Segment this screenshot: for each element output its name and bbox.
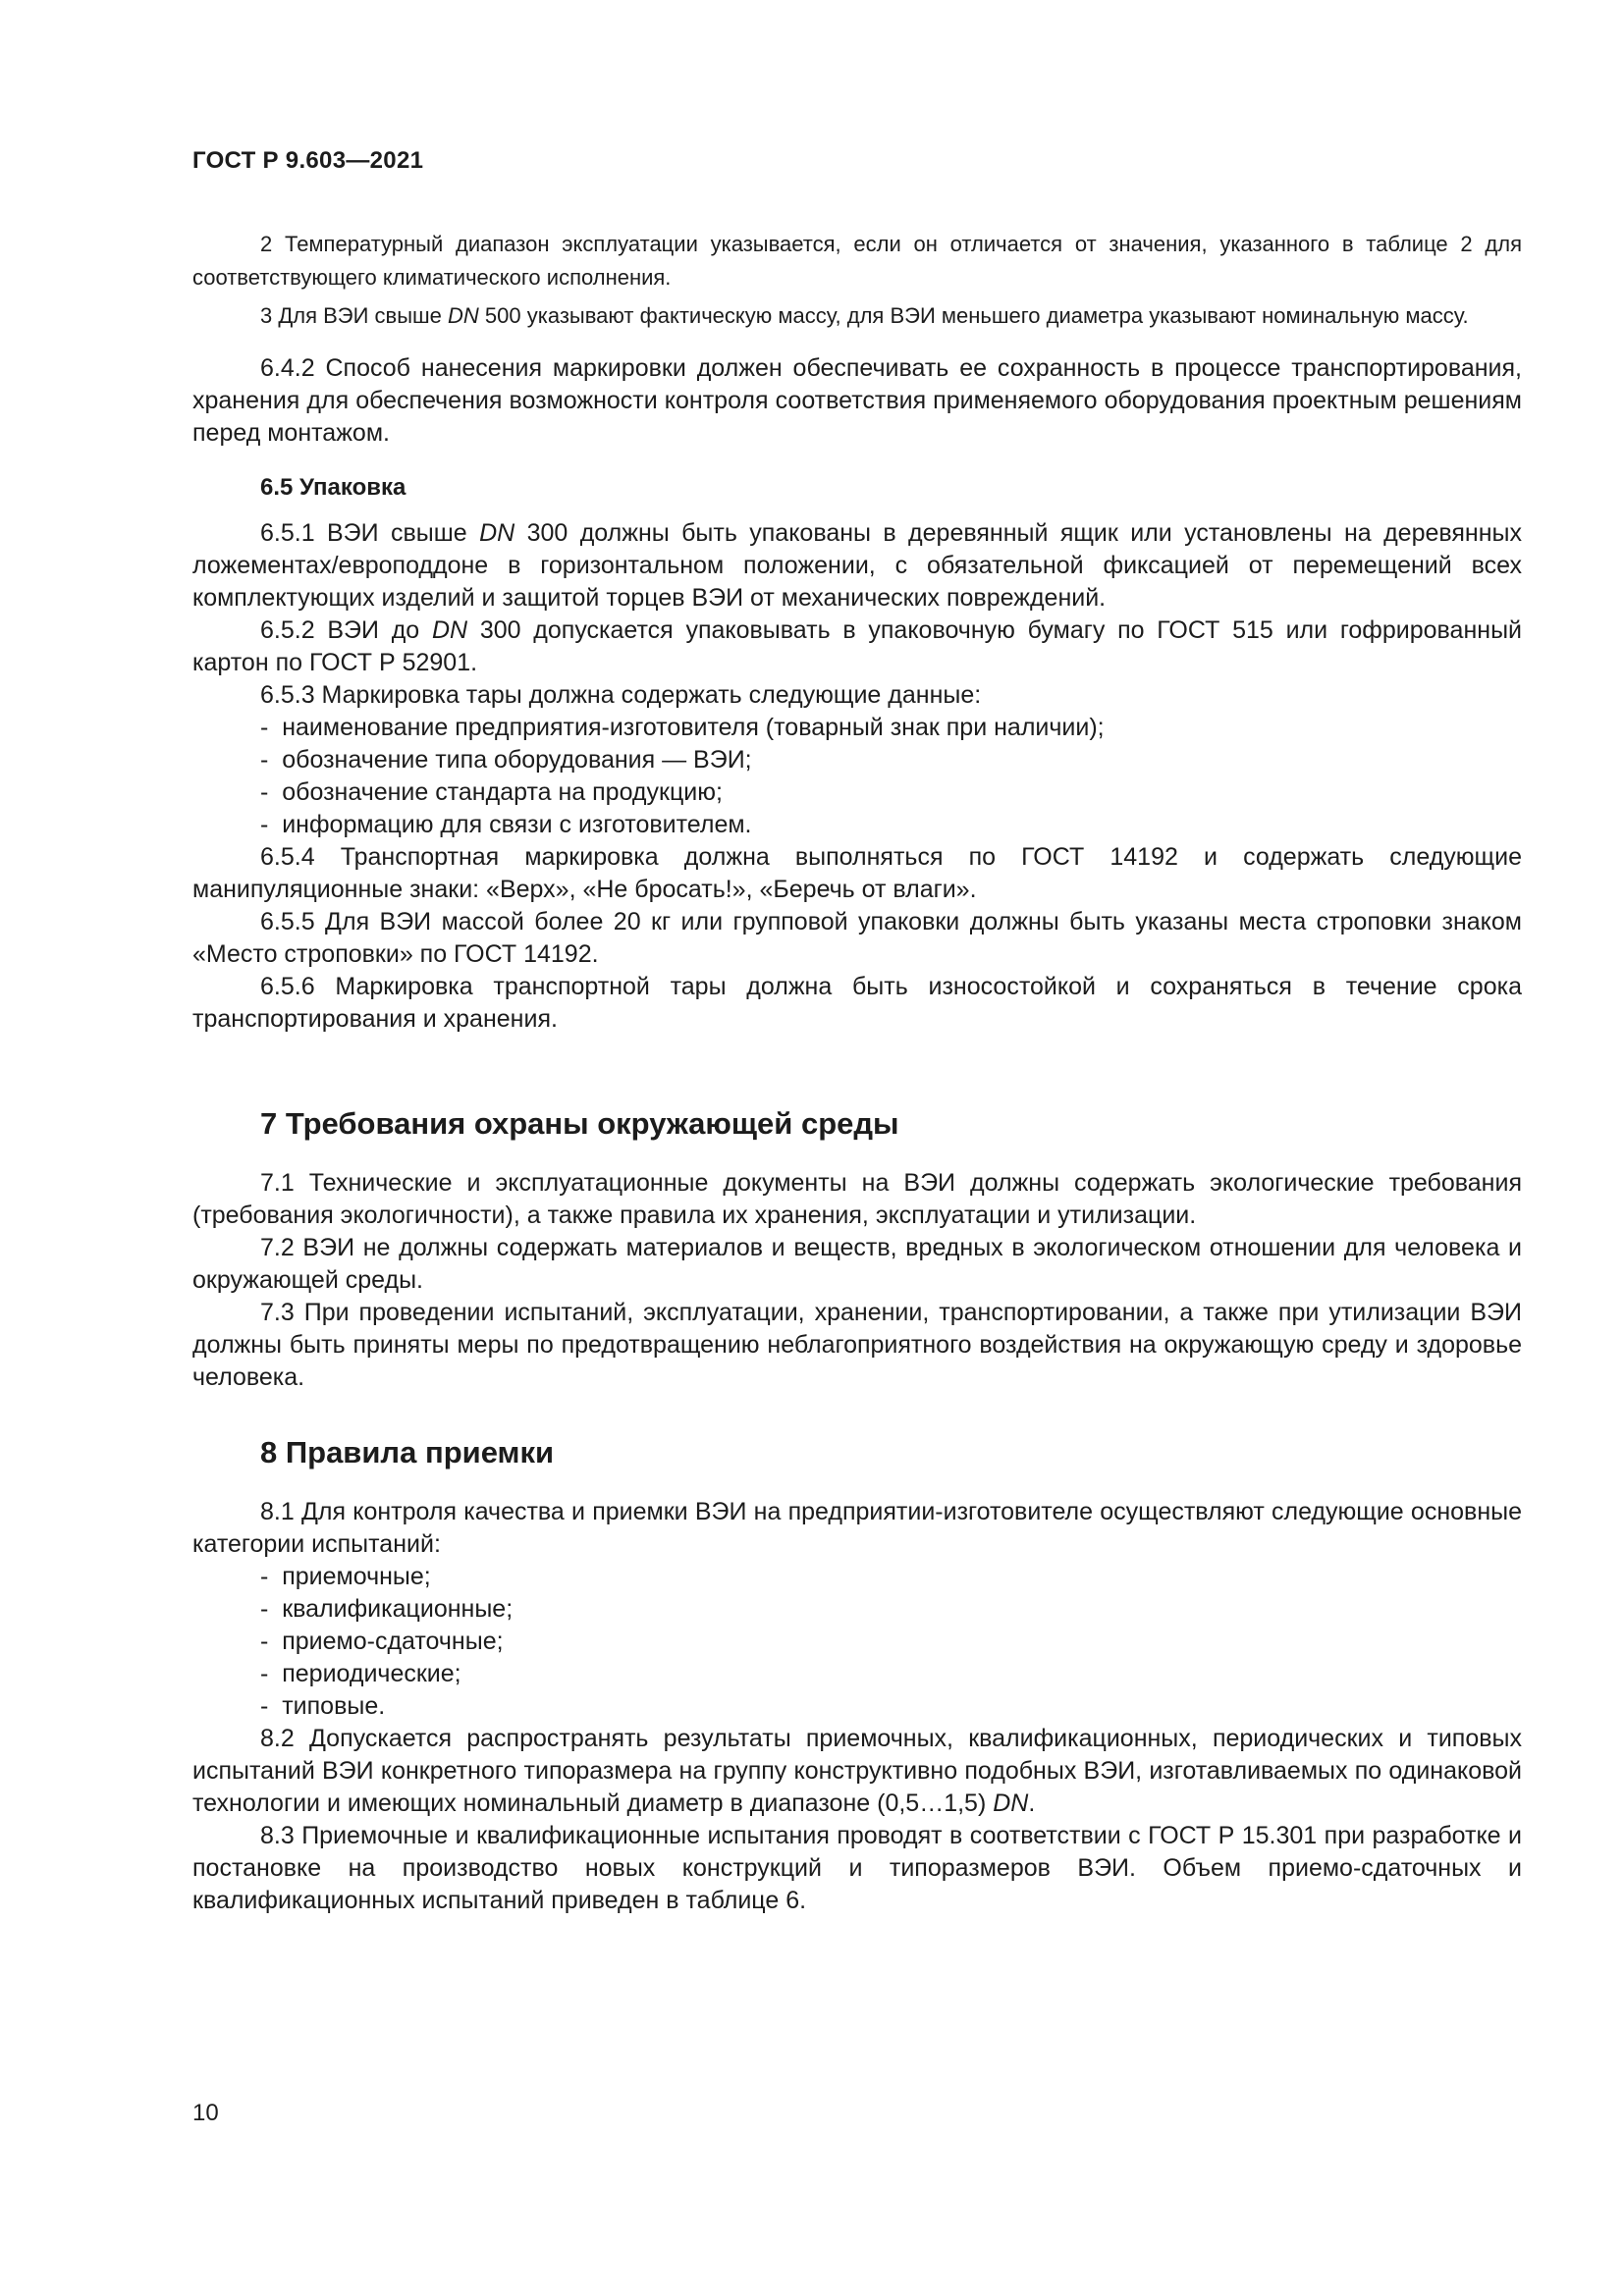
paragraph-8-1: 8.1 Для контроля качества и приемки ВЭИ на предприятии-изготовителе осуществляют следующие основные категории испытаний: — [192, 1498, 1522, 1558]
paragraph-6-4-2: 6.4.2 Способ нанесения маркировки должен обеспечивать ее сохранность в процессе транспортирования, хранения для обеспечения возможности контроля соответствия применяемого оборудования проектным решениям перед монтажом. — [192, 354, 1522, 447]
paragraph-7-3: 7.3 При проведении испытаний, эксплуатации, хранении, транспортировании, а также при утилизации ВЭИ должны быть приняты меры по предотвращению неблагоприятного воздействия на окружающую среду и здоровье человека. — [192, 1299, 1522, 1391]
paragraph-6-5-3: 6.5.3 Маркировка тары должна содержать следующие данные: — [260, 681, 982, 709]
table-note-3: 3 Для ВЭИ свыше DN 500 указывают фактическую массу, для ВЭИ меньшего диаметра указывают номинальную массу. — [260, 303, 1469, 328]
list-item: - периодические; — [192, 1658, 1522, 1690]
marking-data-list — [192, 712, 1522, 841]
page-content — [192, 228, 1522, 1917]
list-item: - приемо-сдаточные; — [192, 1626, 1522, 1658]
subsection-heading-6-5: 6.5 Упаковка — [260, 474, 406, 501]
list-item: - наименование предприятия-изготовителя (товарный знак при наличии); — [192, 712, 1522, 744]
test-categories-list — [192, 1561, 1522, 1723]
paragraph-6-5-2: 6.5.2 ВЭИ до DN 300 допускается упаковывать в упаковочную бумагу по ГОСТ 515 или гофрированный картон по ГОСТ Р 52901. — [192, 616, 1523, 676]
list-item: - информацию для связи с изготовителем. — [192, 809, 1522, 841]
table-note-2: 2 Температурный диапазон эксплуатации указывается, если он отличается от значения, указанного в таблице 2 для соответствующего климатического исполнения. — [192, 232, 1522, 290]
paragraph-6-5-6: 6.5.6 Маркировка транспортной тары должна быть износостойкой и сохраняться в течение срока транспортирования и хранения. — [192, 973, 1522, 1033]
paragraph-7-1: 7.1 Технические и эксплуатационные документы на ВЭИ должны содержать экологические требования (требования экологичности), а также правила их хранения, эксплуатации и утилизации. — [192, 1169, 1522, 1229]
paragraph-8-3: 8.3 Приемочные и квалификационные испытания проводят в соответствии с ГОСТ Р 15.301 при разработке и постановке на производство новых конструкций и типоразмеров ВЭИ. Объем приемо-сдаточных и квалификационных испытаний приведен в таблице 6. — [192, 1822, 1522, 1914]
paragraph-6-5-4: 6.5.4 Транспортная маркировка должна выполняться по ГОСТ 14192 и содержать следующие манипуляционные знаки: «Верх», «Не бросать!», «Беречь от влаги». — [192, 843, 1522, 903]
list-item: - обозначение стандарта на продукцию; — [192, 776, 1522, 809]
document-code-header: ГОСТ Р 9.603—2021 — [192, 147, 424, 174]
paragraph-7-2: 7.2 ВЭИ не должны содержать материалов и веществ, вредных в экологическом отношении для человека и окружающей среды. — [192, 1234, 1522, 1294]
list-item: - обозначение типа оборудования — ВЭИ; — [192, 744, 1522, 776]
list-item: - квалификационные; — [192, 1593, 1522, 1626]
list-item: - типовые. — [192, 1690, 1522, 1723]
paragraph-6-5-1: 6.5.1 ВЭИ свыше DN 300 должны быть упакованы в деревянный ящик или установлены на деревянных ложементах/европоддоне в горизонтальном положении, с обязательной фиксацией от перемещений всех комплектующих изделий и защитой торцев ВЭИ от механических повреждений. — [192, 519, 1522, 612]
paragraph-6-5-5: 6.5.5 Для ВЭИ массой более 20 кг или групповой упаковки должны быть указаны места строповки знаком «Место строповки» по ГОСТ 14192. — [192, 908, 1522, 968]
page-number: 10 — [192, 2100, 219, 2126]
section-title-7: 7 Требования охраны окружающей среды — [260, 1106, 899, 1141]
list-item: - приемочные; — [192, 1561, 1522, 1593]
paragraph-8-2: 8.2 Допускается распространять результаты приемочных, квалификационных, периодических и типовых испытаний ВЭИ конкретного типоразмера на группу конструктивно подобных ВЭИ, изготавливаемых по одинаковой технологии и имеющих номинальный диаметр в диапазоне (0,5…1,5) DN. — [192, 1725, 1522, 1817]
section-title-8: 8 Правила приемки — [260, 1435, 555, 1469]
